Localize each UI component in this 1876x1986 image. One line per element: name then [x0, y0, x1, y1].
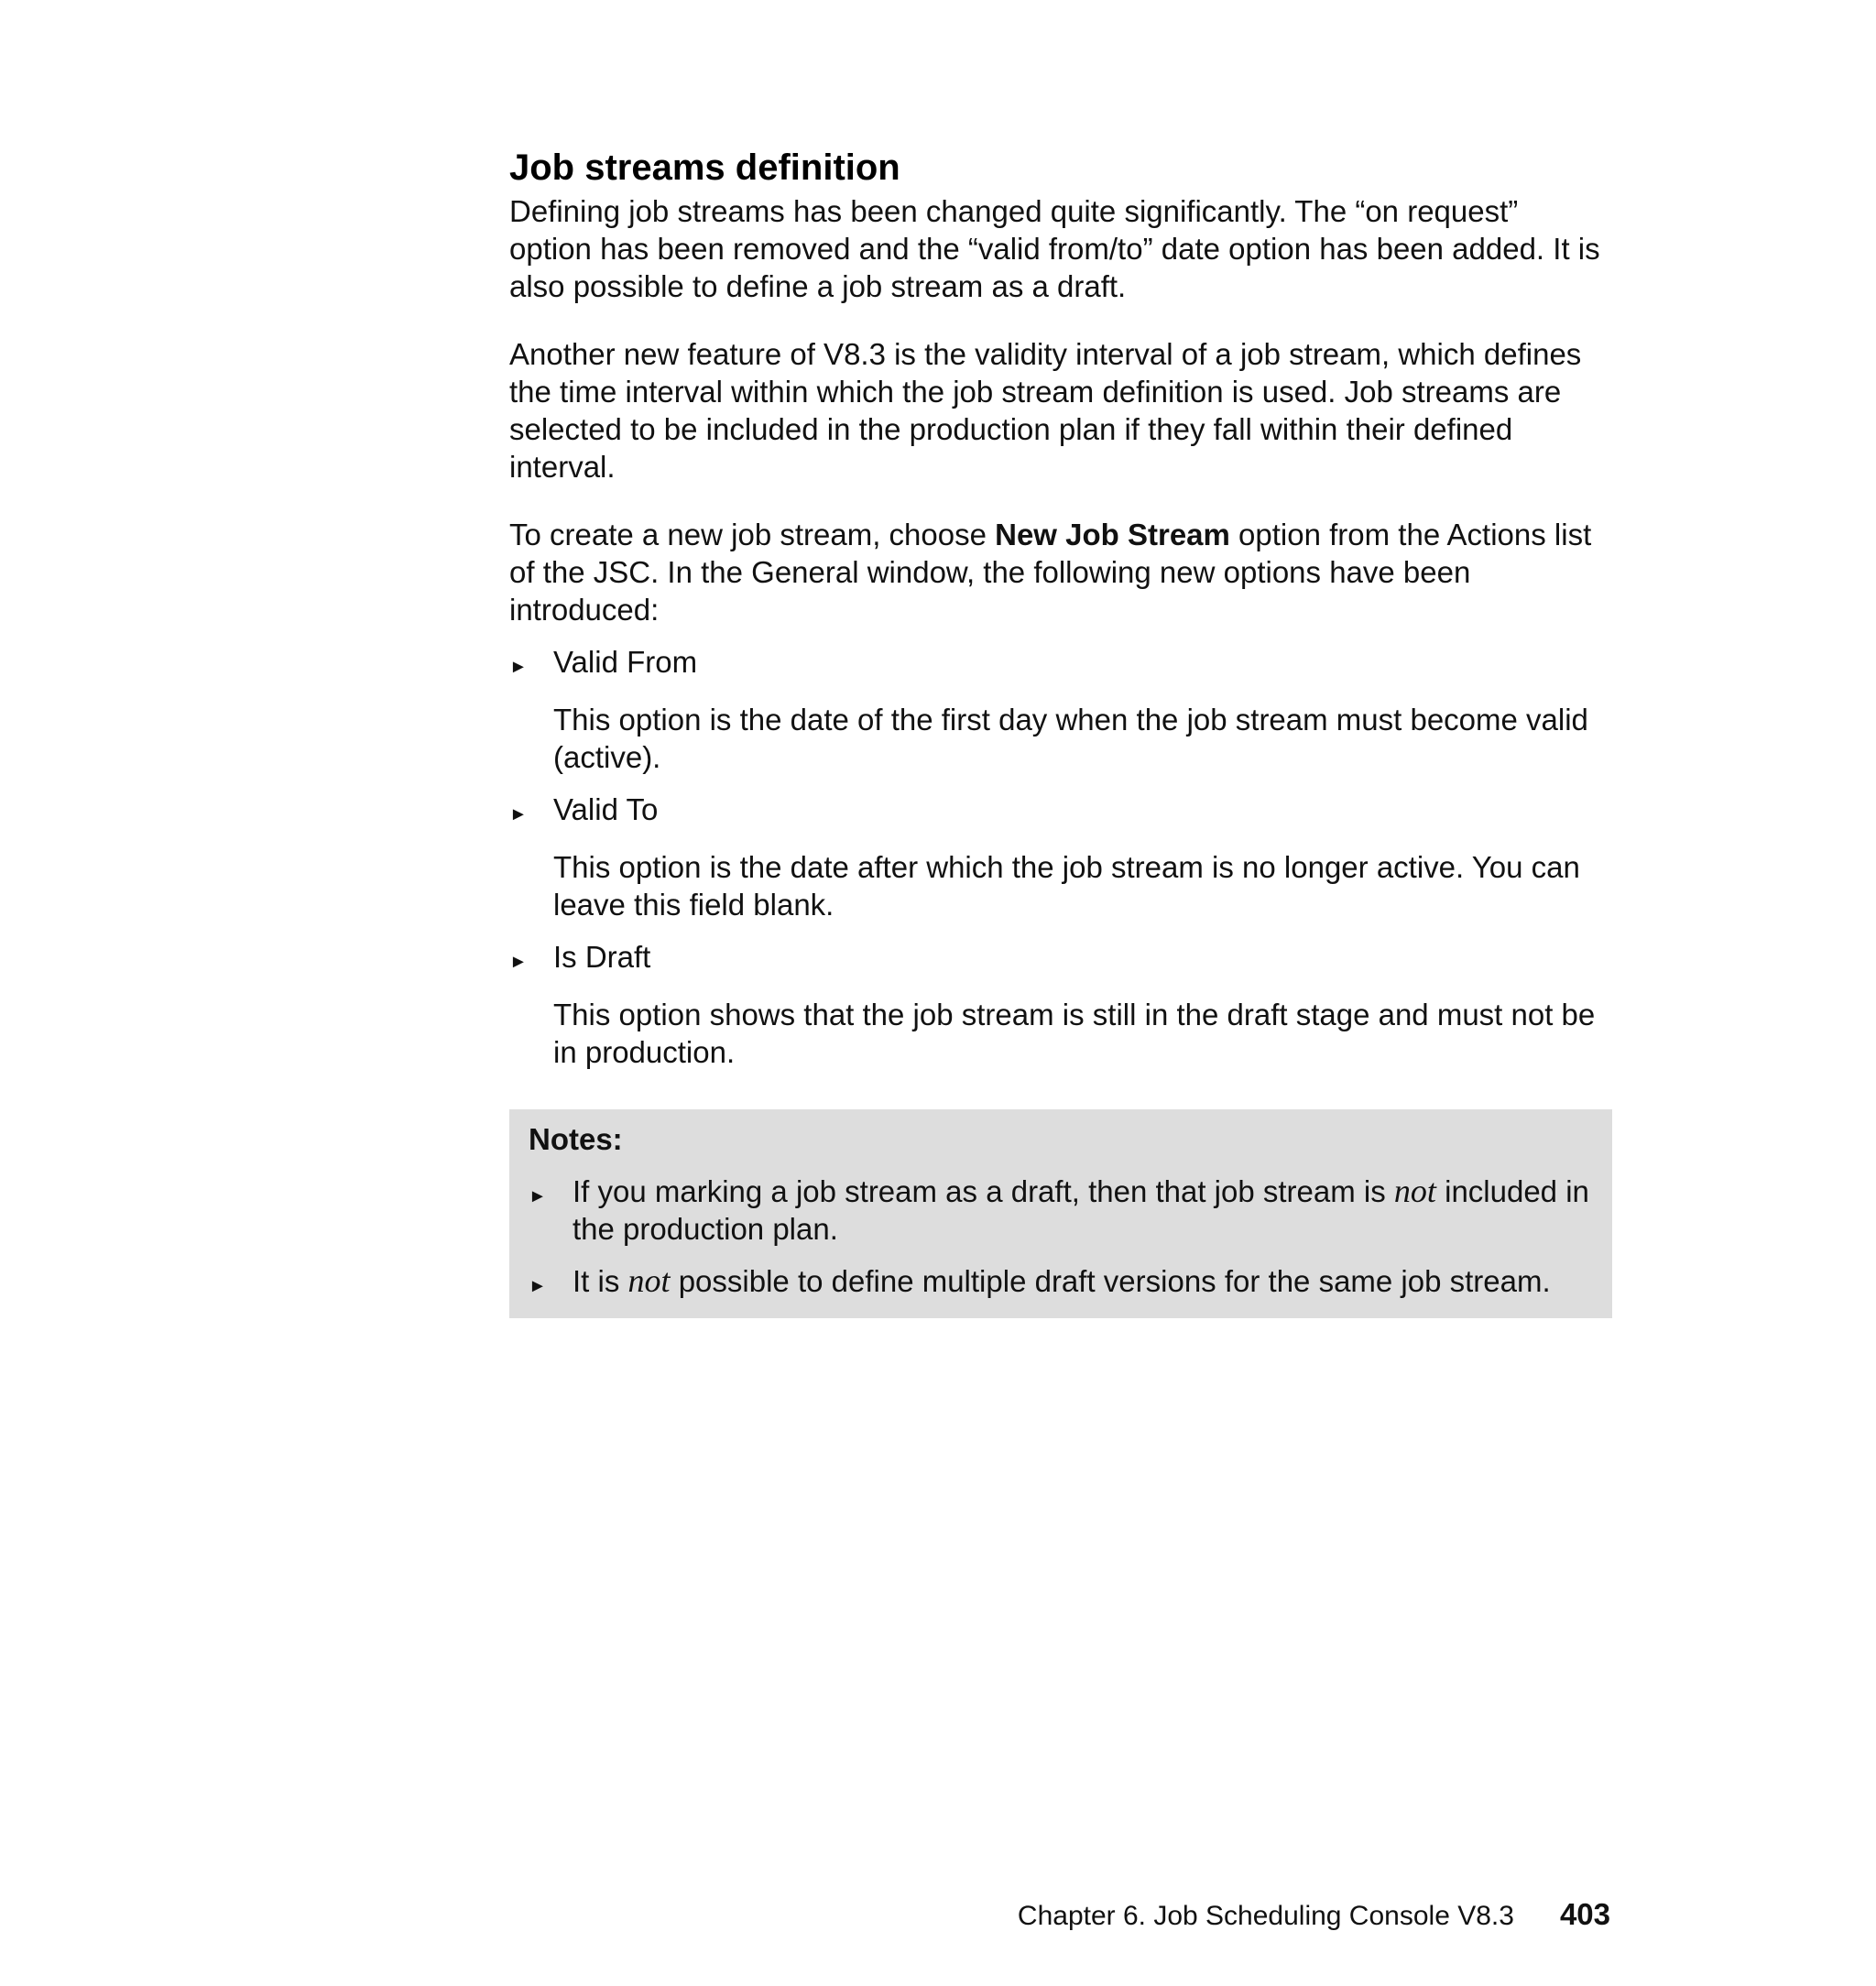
create-paragraph: [509, 516, 1609, 628]
list-item: [509, 643, 1609, 776]
option-description: This option is the date of the first day when the job stream must become valid (active).: [553, 703, 1588, 774]
bullet-arrow-icon: ►: [509, 952, 528, 972]
note-text: [573, 1173, 1592, 1248]
note-text-end: possible to define multiple draft versions for the same job stream.: [670, 1264, 1551, 1298]
page-number: 403: [1559, 1897, 1610, 1931]
note-item: [529, 1173, 1592, 1248]
note-item: [529, 1262, 1592, 1305]
note-text: [573, 1262, 1551, 1300]
bullet-arrow-icon: ►: [509, 804, 528, 824]
notes-title: Notes:: [529, 1122, 623, 1156]
create-text-start: To create a new job stream, choose: [509, 518, 996, 551]
note-text-end: included in the production plan.: [573, 1174, 1589, 1246]
intro-paragraph: Defining job streams has been changed quite significantly. The “on request” option has been removed and the “valid from/to” date option has been added. It is also possible to define a job stream as a draft.: [509, 194, 1600, 303]
page-footer: [1018, 1896, 1610, 1935]
create-text-end: option from the Actions list of the JSC. In the General window, the following new options have been introduced:: [509, 518, 1592, 627]
option-description: This option is the date after which the job stream is no longer active. You can leave this field blank.: [553, 850, 1580, 922]
option-label: Valid From: [553, 645, 698, 679]
page-content: [509, 145, 1609, 1318]
option-description: This option shows that the job stream is still in the draft stage and must not be in production.: [553, 998, 1596, 1069]
note-emphasis: not: [1393, 1173, 1436, 1209]
bullet-arrow-icon: ►: [529, 1186, 547, 1206]
options-list: [509, 643, 1609, 1071]
note-text-start: It is: [573, 1264, 628, 1298]
list-item: [509, 938, 1609, 1071]
note-text-start: If you marking a job stream as a draft, then that job stream is: [573, 1174, 1394, 1208]
list-item: [509, 791, 1609, 923]
option-label: Valid To: [553, 792, 659, 826]
note-emphasis: not: [627, 1262, 671, 1299]
section-title: Job streams definition: [509, 147, 900, 188]
option-label: Is Draft: [553, 940, 651, 974]
new-job-stream-term: New Job Stream: [995, 518, 1230, 551]
chapter-title: Chapter 6. Job Scheduling Console V8.3: [1017, 1901, 1514, 1931]
notes-box: [509, 1109, 1612, 1318]
validity-paragraph: Another new feature of V8.3 is the validity interval of a job stream, which defines the time interval within which the job stream definition is used. Job streams are selected to be included in the production plan if they fall within their defined interval.: [509, 337, 1582, 484]
bullet-arrow-icon: ►: [509, 657, 528, 677]
bullet-arrow-icon: ►: [529, 1276, 547, 1296]
